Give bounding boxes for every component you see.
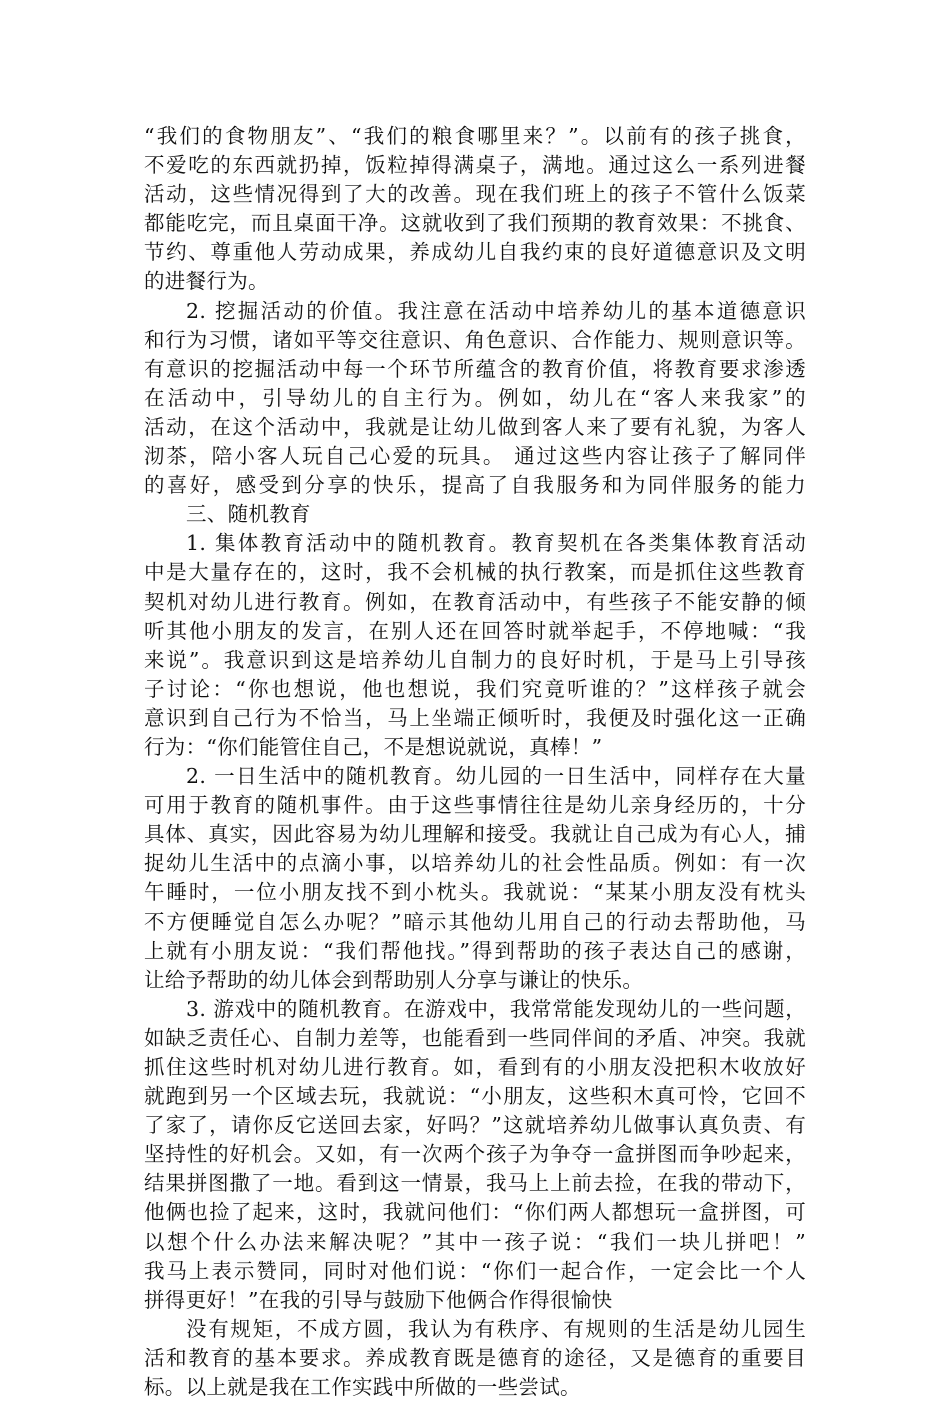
text-line: 行为：“你们能管住自己，不是想说就说，真棒！” (144, 734, 603, 759)
text-line: 来说”。我意识到这是培养幼儿自制力的良好时机，于是马上引导孩 (144, 647, 806, 672)
text-line: 活动，这些情况得到了大的改善。现在我们班上的孩子不管什么饭菜 (144, 182, 806, 207)
text-line: 沏茶，陪小客人玩自己心爱的玩具。 通过这些内容让孩子了解同伴 (144, 444, 806, 469)
text-line: 活动，在这个活动中，我就是让幼儿做到客人来了要有礼貌，为客人 (144, 414, 806, 439)
text-line: 意识到自己行为不恰当，马上坐端正倾听时，我便及时强化这一正确 (144, 705, 806, 730)
text-line: 了家了，请你反它送回去家，好吗？”这就培养幼儿做事认真负责、有 (144, 1113, 806, 1138)
text-line: 在活动中，引导幼儿的自主行为。例如，幼儿在“客人来我家”的 (144, 385, 806, 410)
text-line: 他俩也捡了起来，这时，我就问他们：“你们两人都想玩一盒拼图，可 (144, 1200, 806, 1225)
text-line: 标。以上就是我在工作实践中所做的一些尝试。 (144, 1375, 581, 1400)
text-line: 2. 挖掘活动的价值。我注意在活动中培养幼儿的基本道德意识 (186, 298, 806, 323)
text-line: 抓住这些时机对幼儿进行教育。如，看到有的小朋友没把积木收放好 (144, 1055, 806, 1079)
text-line: 不方便睡觉自怎么办呢？”暗示其他幼儿用自己的行动去帮助他，马 (144, 909, 806, 934)
body-text (144, 122, 806, 1402)
text-line: 1. 集体教育活动中的随机教育。教育契机在各类集体教育活动 (186, 531, 806, 556)
text-line: 2. 一日生活中的随机教育。幼儿园的一日生活中，同样存在大量 (186, 764, 806, 789)
text-line: 节约、尊重他人劳动成果，养成幼儿自我约束的良好道德意识及文明 (144, 240, 806, 265)
text-line: 以想个什么办法来解决呢？”其中一孩子说：“我们一块儿拼吧！” (144, 1229, 806, 1254)
text-line: 拼得更好！”在我的引导与鼓励下他俩合作得很愉快 (144, 1287, 613, 1312)
text-line: 三、随机教育 (186, 502, 311, 527)
text-line: 坚持性的好机会。又如，有一次两个孩子为争夺一盒拼图而争吵起来， (144, 1142, 806, 1167)
text-line: 的喜好，感受到分享的快乐，提高了自我服务和为同伴服务的能力 (144, 473, 806, 498)
text-line: 听其他小朋友的发言，在别人还在回答时就举起手，不停地喊：“我 (144, 618, 806, 643)
text-line: 让给予帮助的幼儿体会到帮助别人分享与谦让的快乐。 (144, 967, 644, 992)
text-line: 3. 游戏中的随机教育。在游戏中，我常常能发现幼儿的一些问题， (186, 996, 806, 1021)
text-line: 中是大量存在的，这时，我不会机械的执行教案，而是抓住这些教育 (144, 560, 806, 585)
text-line: 具体、真实，因此容易为幼儿理解和接受。我就让自己成为有心人，捕 (144, 822, 806, 847)
text-line: 午睡时，一位小朋友找不到小枕头。我就说：“某某小朋友没有枕头 (144, 880, 806, 905)
text-line: 和行为习惯，诸如平等交往意识、角色意识、合作能力、规则意识等。 (144, 327, 806, 352)
text-line: 捉幼儿生活中的点滴小事，以培养幼儿的社会性品质。例如：有一次 (144, 851, 806, 876)
text-line: 上就有小朋友说：“我们帮他找。”得到帮助的孩子表达自己的感谢， (144, 938, 806, 963)
text-line: 的进餐行为。 (144, 269, 269, 294)
text-line: 就跑到另一个区域去玩，我就说：“小朋友，这些积木真可怜，它回不 (144, 1084, 806, 1109)
text-line: 可用于教育的随机事件。由于这些事情往往是幼儿亲身经历的，十分 (144, 793, 806, 818)
text-line: 如缺乏责任心、自制力差等，也能看到一些同伴间的矛盾、冲突。我就 (144, 1025, 806, 1050)
text-line: 契机对幼儿进行教育。例如，在教育活动中，有些孩子不能安静的倾 (144, 589, 806, 614)
text-line: 都能吃完，而且桌面干净。这就收到了我们预期的教育效果：不挑食、 (144, 211, 806, 236)
text-line: 结果拼图撒了一地。看到这一情景，我马上上前去捡，在我的带动下， (144, 1171, 806, 1196)
text-line: 子讨论：“你也想说，他也想说，我们究竟听谁的？”这样孩子就会 (144, 676, 806, 701)
text-line: “我们的食物朋友”、“我们的粮食哪里来？”。以前有的孩子挑食， (144, 124, 806, 148)
text-line: 我马上表示赞同，同时对他们说：“你们一起合作，一定会比一个人 (144, 1258, 806, 1283)
text-line: 没有规矩，不成方圆，我认为有秩序、有规则的生活是幼儿园生 (186, 1316, 806, 1341)
text-line: 有意识的挖掘活动中每一个环节所蕴含的教育价值，将教育要求渗透 (144, 356, 806, 381)
text-line: 不爱吃的东西就扔掉，饭粒掉得满桌子，满地。通过这么一系列进餐 (144, 153, 806, 178)
text-line: 活和教育的基本要求。养成教育既是德育的途径，又是德育的重要目 (144, 1345, 806, 1370)
